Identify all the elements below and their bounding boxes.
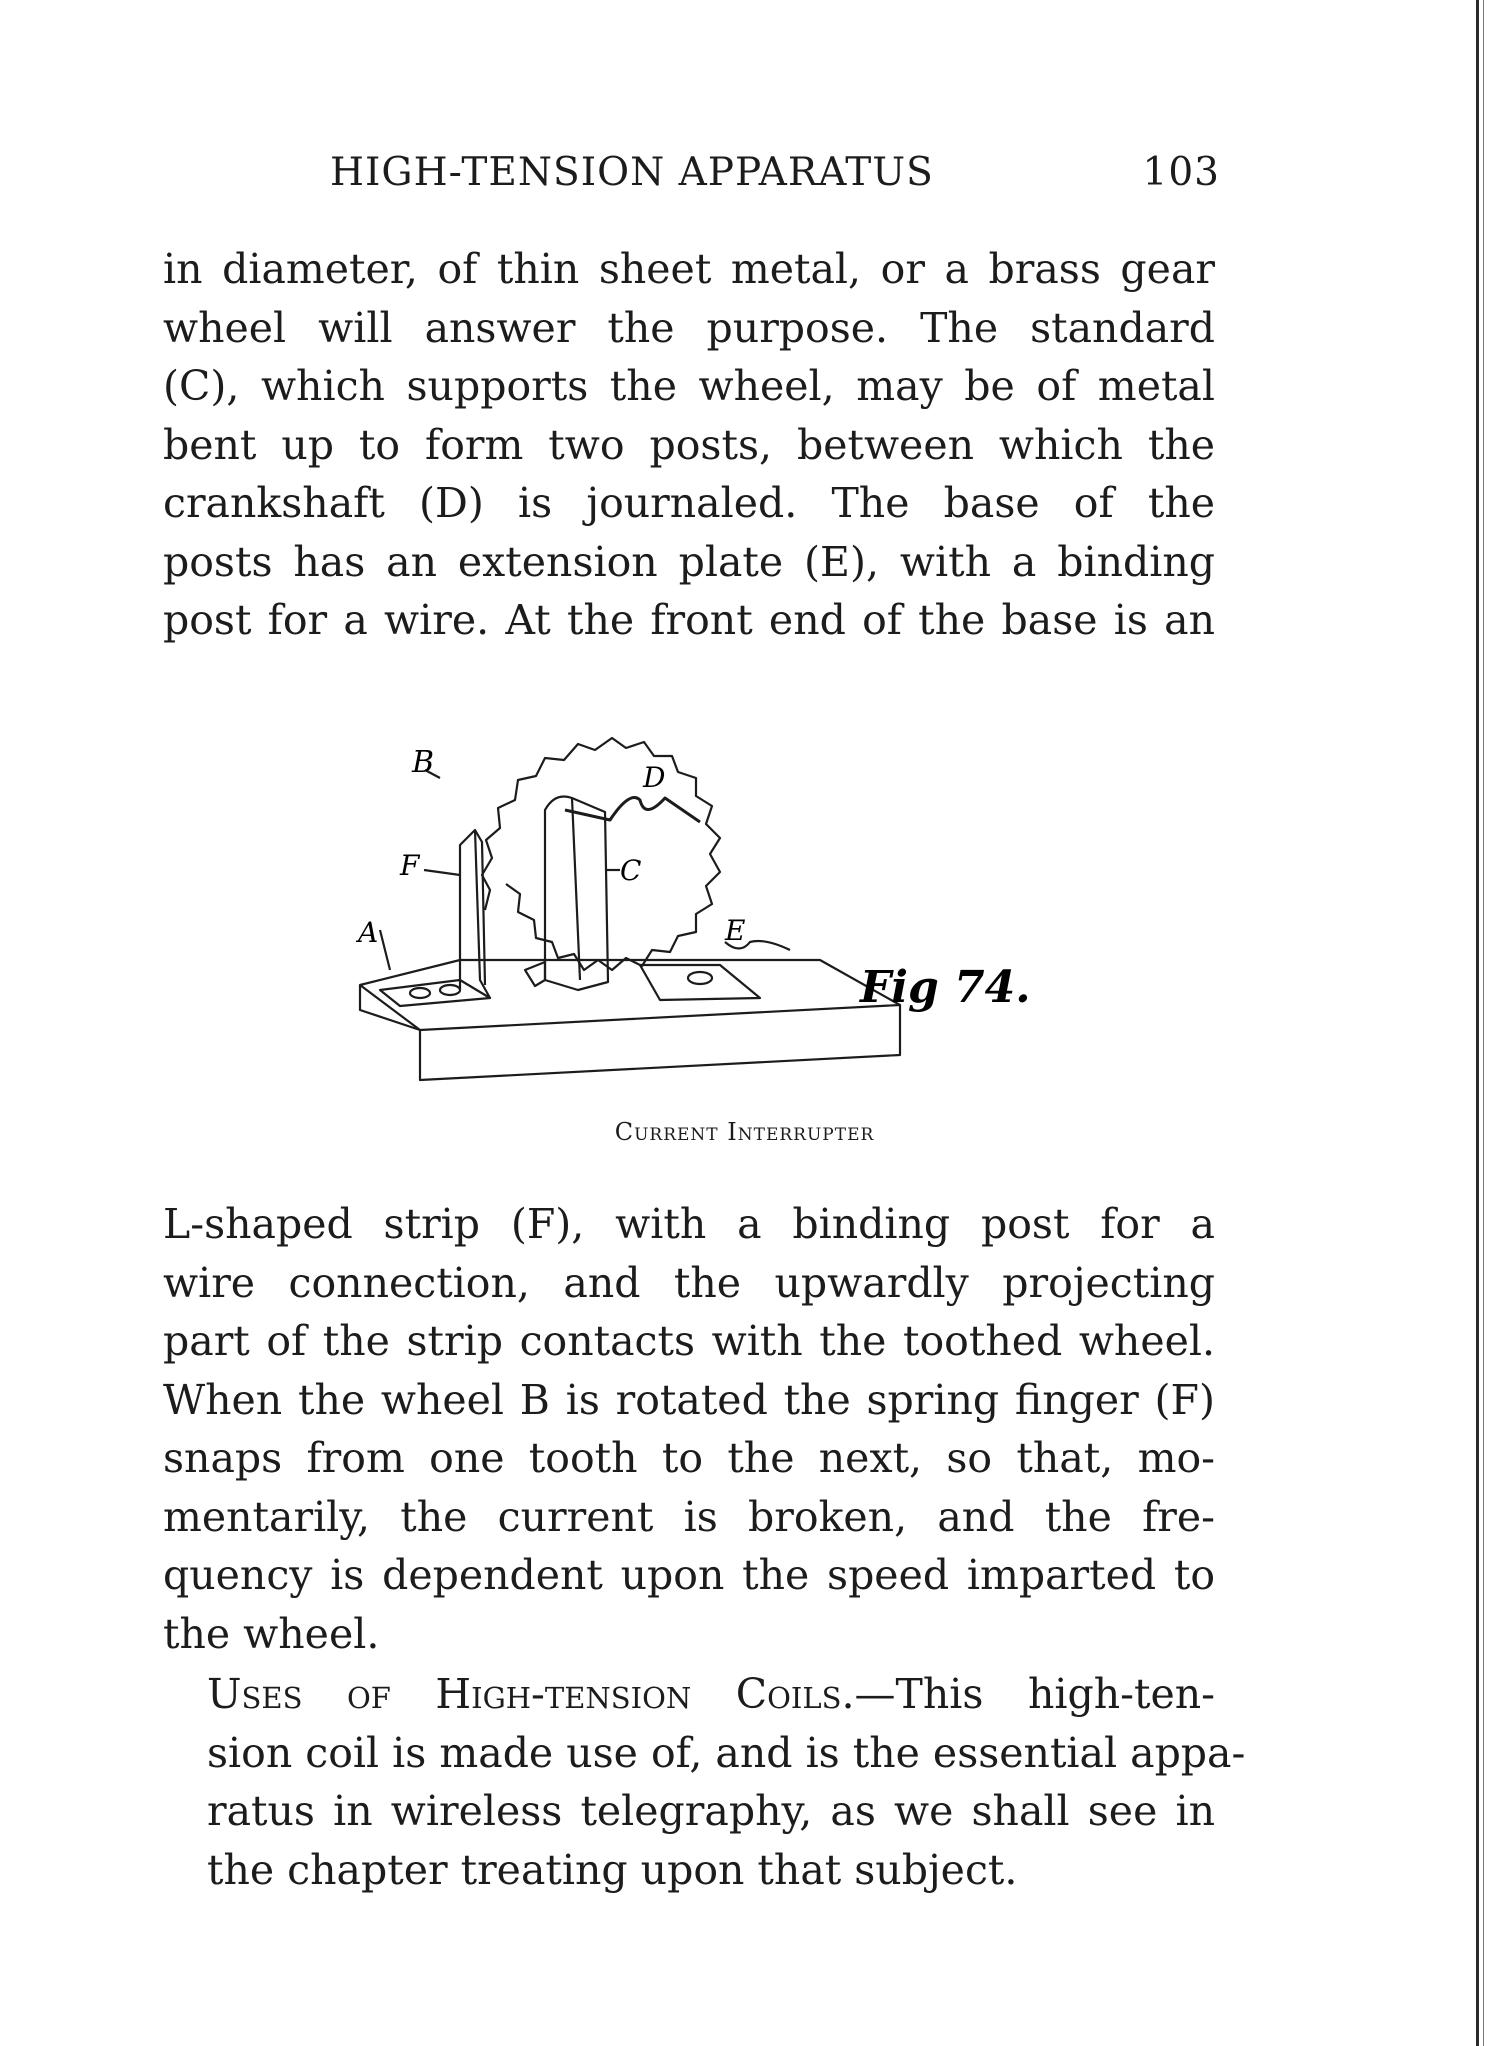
text-line: When the wheel B is rotated the spring finger (F)	[163, 1375, 1215, 1424]
base-plate	[360, 960, 900, 1030]
label-f: F	[400, 849, 420, 882]
text-line: crankshaft (D) is journaled. The base of the	[163, 479, 1215, 527]
text-line: posts has an extension plate (E), with a binding	[163, 537, 1215, 586]
text-line: wheel will answer the purpose. The standard	[163, 303, 1215, 352]
text-line: mentarily, the current is broken, and the fre-	[163, 1492, 1215, 1541]
label-d: D	[643, 761, 666, 794]
paragraph-3	[163, 1665, 1246, 1899]
label-e: E	[725, 914, 746, 947]
text-line-first	[163, 1665, 1215, 1724]
text-line: part of the strip contacts with the toothed wheel.	[163, 1317, 1215, 1365]
paragraph-1	[163, 240, 1215, 650]
label-c: C	[620, 854, 642, 887]
label-a: A	[358, 916, 379, 949]
text-line: snaps from one tooth to the next, so that, mo-	[163, 1434, 1215, 1482]
section-heading: Uses of High-tension Coils.	[207, 1670, 855, 1718]
text-line: ratus in wireless telegraphy, as we shall see in	[207, 1787, 1215, 1835]
page-edge-line-thin	[1483, 0, 1484, 2046]
crankshaft	[565, 798, 700, 823]
toothed-wheel	[482, 738, 720, 970]
figure-number: Fig 74.	[860, 962, 1031, 1013]
label-b: B	[412, 745, 435, 780]
text-line: bent up to form two posts, between which the	[163, 420, 1215, 469]
figure-caption: Current Interrupter	[614, 1118, 875, 1146]
text-line: quency is dependent upon the speed imparted to	[163, 1551, 1215, 1599]
text-line: the chapter treating upon that subject.	[207, 1845, 1018, 1894]
text-line: the wheel.	[163, 1609, 380, 1658]
strip-plate	[380, 980, 490, 1006]
interrupter-illustration	[340, 680, 1060, 1100]
paragraph-2	[163, 1195, 1215, 1663]
page-edge-line	[1476, 0, 1479, 2046]
running-title: HIGH-TENSION APPARATUS	[330, 150, 934, 195]
text-line: L-shaped strip (F), with a binding post for a	[163, 1200, 1215, 1248]
text-line: (C), which supports the wheel, may be of metal	[163, 362, 1215, 410]
text-line: sion coil is made use of, and is the essential appa-	[207, 1728, 1246, 1777]
figure-current-interrupter	[340, 680, 1060, 1100]
text-line: post for a wire. At the front end of the base is an	[163, 596, 1215, 644]
page-number: 103	[1142, 150, 1220, 195]
text-line: wire connection, and the upwardly projecting	[163, 1258, 1215, 1307]
text-line-rest: —This high-ten-	[854, 1670, 1215, 1718]
text-line: in diameter, of thin sheet metal, or a brass gear	[163, 245, 1215, 293]
extension-plate	[640, 965, 760, 1000]
